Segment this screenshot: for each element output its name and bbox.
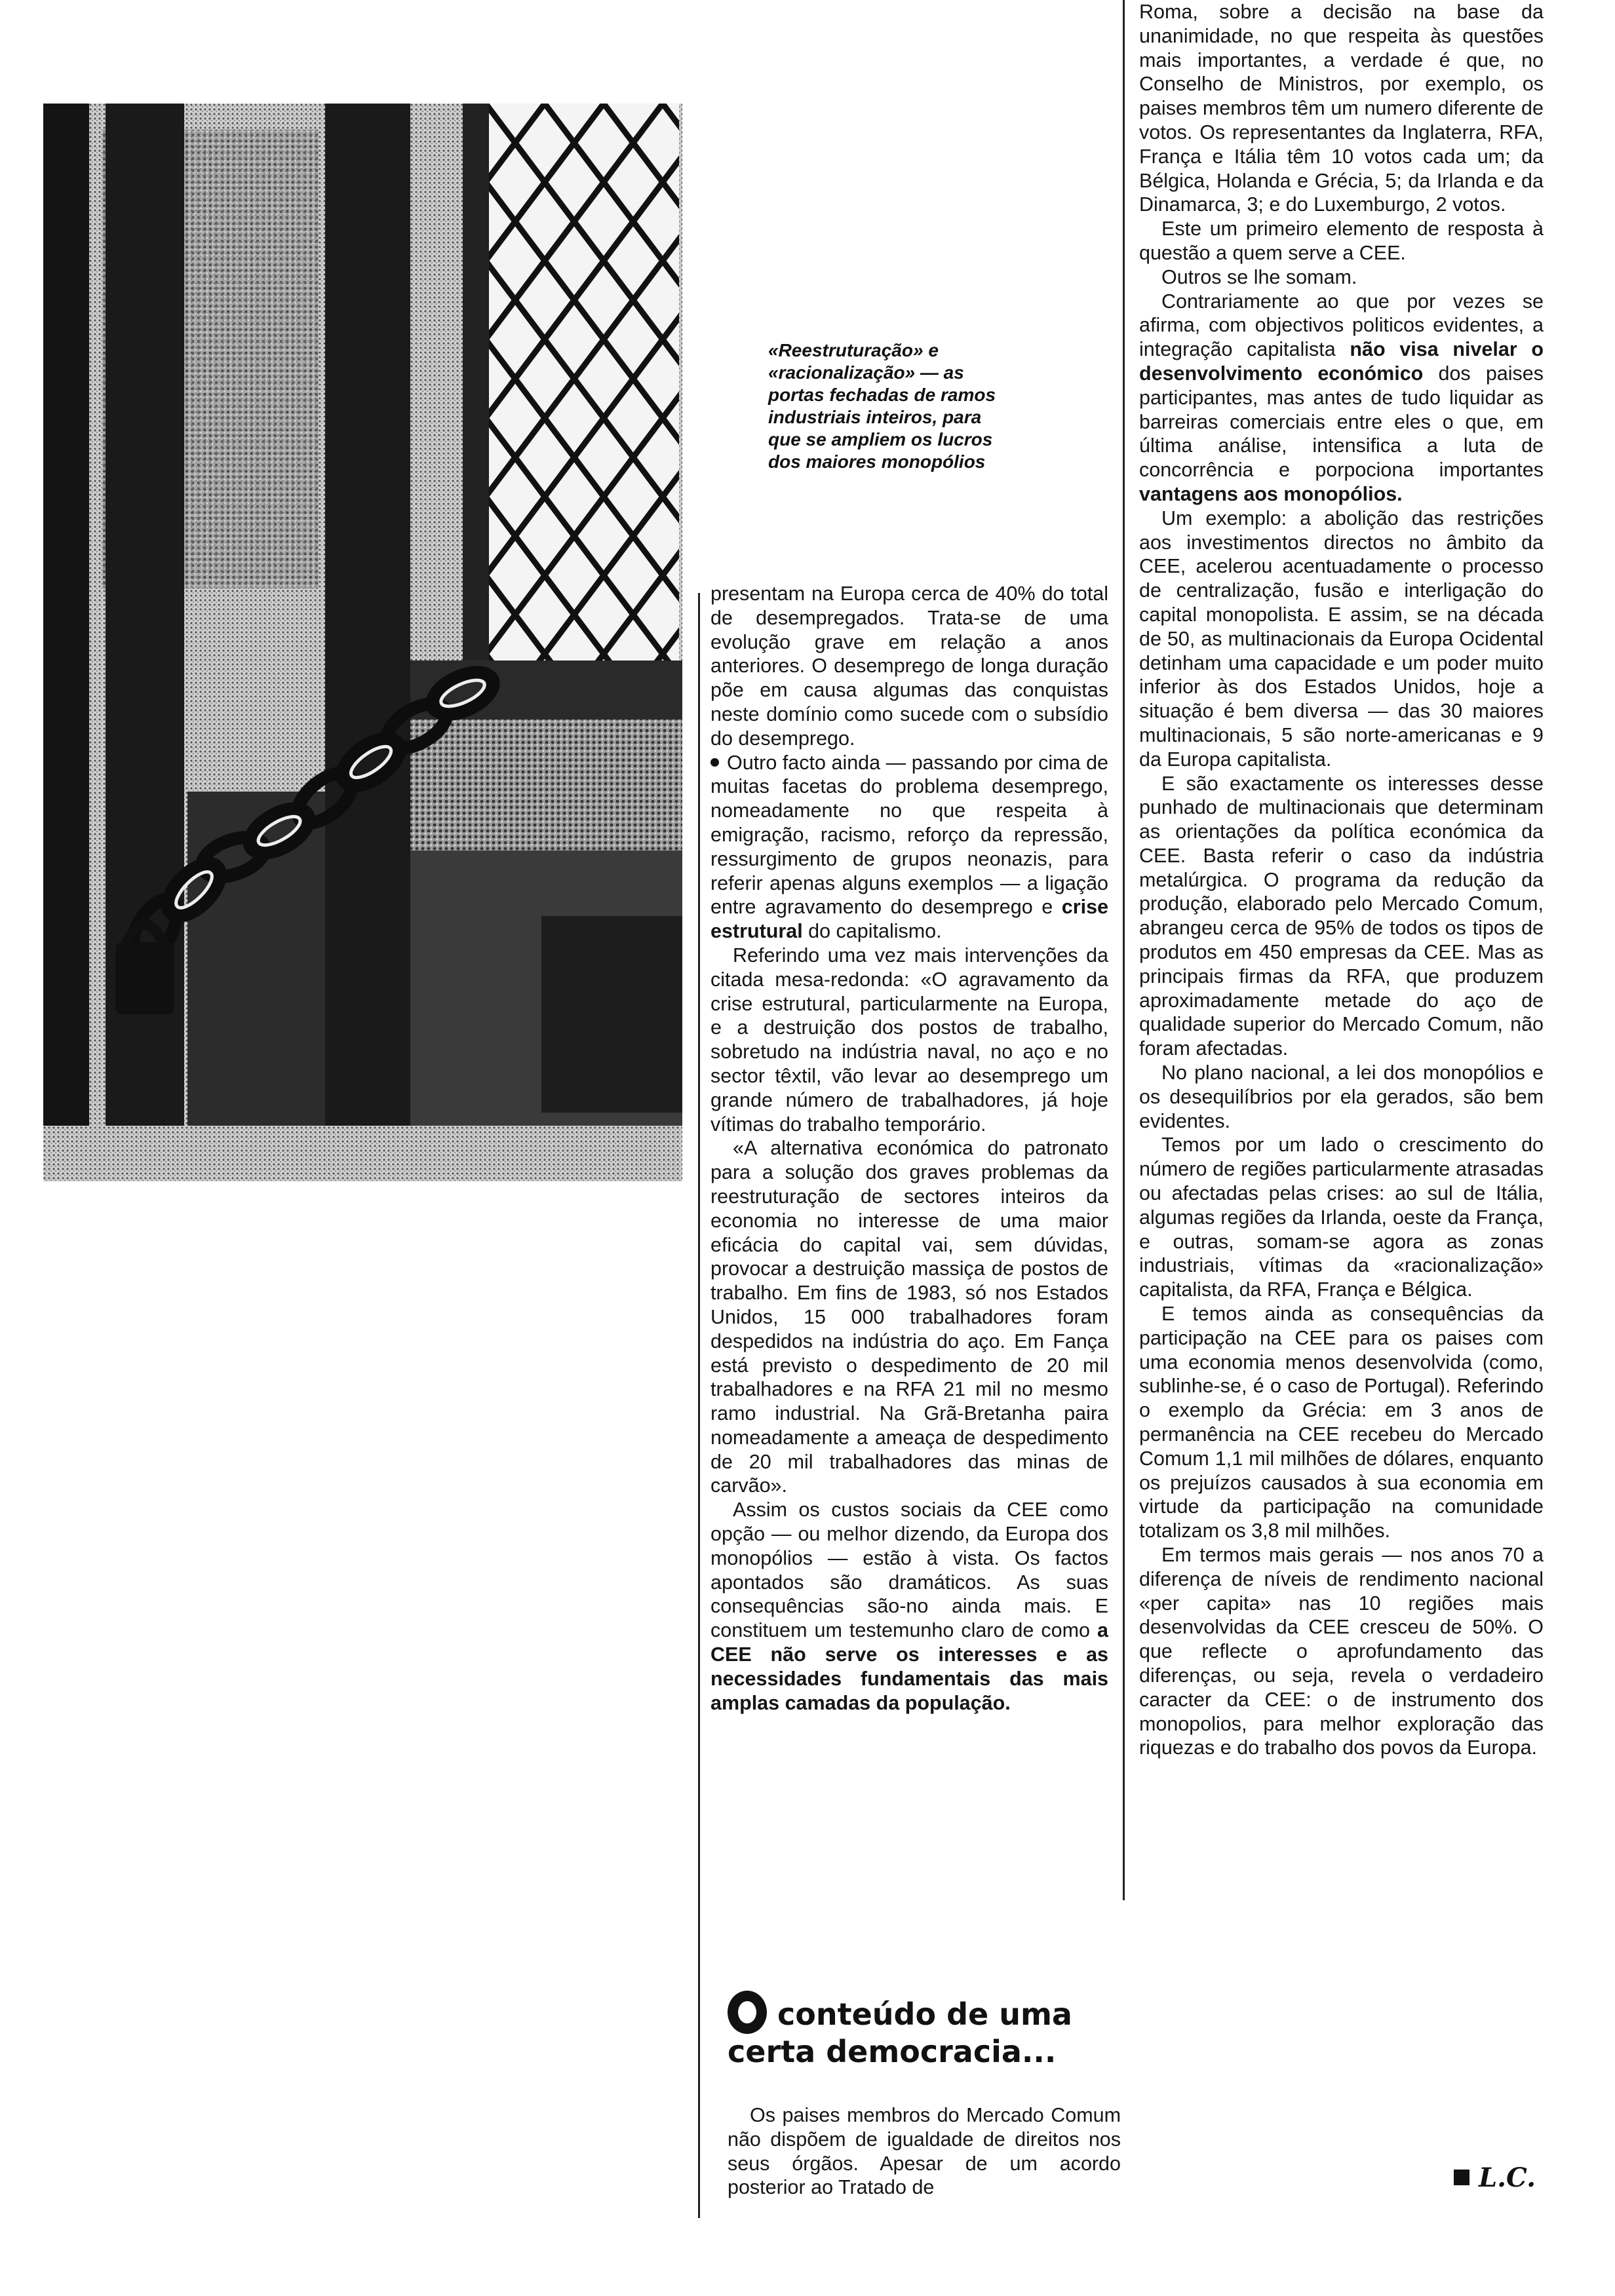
paragraph: E são exactamente os interesses desse punhado de multinacionais que determinam as orientações da política económica da CEE. Basta referir o caso da indústria metalúrgica. O programa da redução da produção, elaborado pelo Mercado Comum, abrangeu cerca de 95% de todos os tipos de produtos em 450 empresas da CEE. Mas as principais firmas da RFA, que produzem aproximadamente metade do aço de qualidade superior do Mercado Comum, não foram afectadas. <box>1139 772 1544 1060</box>
caption-line: dos maiores monopólios <box>768 451 986 472</box>
author-signature <box>1454 2162 1536 2193</box>
text-run: do capitalismo. <box>802 920 942 943</box>
paragraph <box>710 1498 1108 1715</box>
paragraph: Temos por um lado o crescimento do número de regiões particularmente atrasadas ou afectadas pelas crises: ao sul de Itália, algumas regiões da Irlanda, oeste da França, e outras, somam-se agora as zonas industriais, vítimas da «racionalização» capitalista, da RFA, França e Bélgica. <box>1139 1134 1544 1301</box>
text-run: Assim os custos sociais da CEE como opção — ou melhor dizendo, da Europa dos monopólios — estão à vista. Os factos apontados são dramáticos. As suas consequências são-no ainda mais. E constituem um testemunho claro de como <box>710 1499 1108 1642</box>
paragraph: «A alternativa económica do patronato para a solução dos graves problemas da reestruturação de sectores inteiros da economia no interesse de uma maior eficácia do capital vai, sem dúvidas, provocar a destruição massiça de postos de trabalho. Em fins de 1983, só nos Estados Unidos, 15 000 trabalhadores foram despedidos na indústria do aço. Em Fança está previsto o despedimento de 20 mil trabalhadores e na RFA 21 mil no mesmo ramo industrial. Na Grã-Bretanha paira nomeadamente a ameaça de despedimento de 20 mil trabalhadores das minas de carvão». <box>710 1137 1108 1497</box>
signature-text: L.C. <box>1479 2162 1536 2193</box>
photo-illustration <box>43 104 682 1181</box>
photo-chained-gate <box>43 104 682 1181</box>
initial-o-icon <box>728 1991 767 2034</box>
bold-run: vantagens aos monopólios. <box>1139 482 1403 505</box>
column-divider <box>1123 0 1125 1900</box>
paragraph: Referindo uma vez mais intervenções da citada mesa-redonda: «O agravamento da crise estrutural, particularmente na Europa, e a destruição dos postos de trabalho, sobretudo na indústria naval, no aço e no sector têxtil, vão levar ao desemprego um grande número de trabalhadores, já hoje vítimas do trabalho temporário. <box>710 944 1108 1136</box>
end-mark-icon <box>1454 2170 1469 2185</box>
article-column-middle-bottom <box>728 2103 1121 2200</box>
paragraph: Este um primeiro elemento de resposta à questão a quem serve a CEE. <box>1139 218 1544 264</box>
paragraph: Os paises membros do Mercado Comum não dispõem de igualdade de direitos nos seus órgãos. Apesar de um acordo posterior ao Tratado de <box>728 2104 1121 2199</box>
article-column-middle <box>710 582 1108 1715</box>
paragraph: No plano nacional, a lei dos monopólios e os desequilíbrios por ela gerados, são bem evidentes. <box>1139 1062 1544 1132</box>
bold-run: não visa nivelar o desenvolvimento económico <box>1139 338 1544 385</box>
paragraph: Um exemplo: a abolição das restrições aos investimentos directos no âmbito da CEE, acelerou acentuadamente o processo de centralização, fusão e interligação do capital monopolista. E assim, se na década de 50, as multinacionais da Europa Ocidental detinham uma capacidade e um poder muito inferior às dos Estados Unidos, hoje a situação é bem diversa — das 30 maiores multinacionais, 5 são norte-americanas e 9 da Europa capitalista. <box>1139 507 1544 771</box>
heading-text: conteúdo de uma <box>777 1997 1072 2032</box>
caption-line: que se ampliem os lucros <box>768 429 993 450</box>
paragraph: Roma, sobre a decisão na base da unanimidade, no que respeita às questões mais importantes, a verdade é que, no Conselho de Ministros, por exemplo, os paises membros têm um numero diferente de votos. Os representantes da Inglaterra, RFA, França e Itália têm 10 votos cada um; da Bélgica, Holanda e Grécia, 5; da Irlanda e da Dinamarca, 3; e do Luxemburgo, 2 votos. <box>1139 1 1544 216</box>
paragraph: Em termos mais gerais — nos anos 70 a diferença de níveis de rendimento nacional «per capita» nas 10 regiões mais desenvolvidas da CEE cresceu de 50%. O que reflecte o aprofundamento das diferenças, ou seja, revela o verdadeiro caracter da CEE: o de instrumento dos monopolios, para melhor exploração das riquezas e do trabalho dos povos da Europa. <box>1139 1544 1544 1759</box>
bullet-icon <box>710 758 719 767</box>
paragraph: presentam na Europa cerca de 40% do total de desempregados. Trata-se de uma evolução grave em relação a anos anteriores. O desemprego de longa duração põe em causa algumas das conquistas neste domínio como sucede com o subsídio do desemprego. <box>710 583 1108 750</box>
text-run: Outro facto ainda — passando por cima de muitas facetas do problema desemprego, nomeadamente no que respeita à emigração, racismo, reforço da repressão, ressurgimento de grupos neonazis, para referir apenas alguns exemplos — a ligação entre agravamento do desemprego e <box>710 751 1108 919</box>
paragraph: E temos ainda as consequências da participação na CEE para os paises com uma economia menos desenvolvida (como, sublinhe-se, é o caso de Portugal). Referindo o exemplo da Grécia: em 3 anos de permanência na CEE recebeu do Mercado Comum 1,1 mil milhões de dólares, enquanto os prejuízos causados à sua economia em virtude da participação na comunidade totalizam os 3,8 mil milhões. <box>1139 1303 1544 1542</box>
paragraph <box>710 751 1108 944</box>
article-column-right <box>1139 0 1544 1760</box>
bold-run: crise estrutural <box>710 896 1108 943</box>
column-divider <box>698 593 700 2218</box>
caption-line: portas fechadas de ramos <box>768 385 996 405</box>
caption-line: industriais inteiros, para <box>768 407 982 427</box>
heading-line-2: certa democracia... <box>728 2034 1057 2069</box>
caption-line: «racionalização» — as <box>768 362 964 383</box>
paragraph <box>1139 290 1544 507</box>
photo-caption <box>768 339 1076 473</box>
bold-run: a CEE não serve os interesses e as necessidades fundamentais das mais amplas camadas da população. <box>710 1619 1108 1714</box>
heading-line-1 <box>728 1991 1121 2034</box>
text-run: Contrariamente ao que por vezes se afirma, com objectivos politicos evidentes, a integração capitalista <box>1139 290 1544 361</box>
caption-line: «Reestruturação» e <box>768 340 939 360</box>
paragraph: Outros se lhe somam. <box>1161 265 1357 288</box>
text-run: dos paises participantes, mas antes de tudo liquidar as barreiras comerciais entre eles o que, em última análise, intensifica a luta de concorrência e porpociona importantes <box>1139 362 1544 482</box>
section-heading <box>728 1991 1121 2069</box>
